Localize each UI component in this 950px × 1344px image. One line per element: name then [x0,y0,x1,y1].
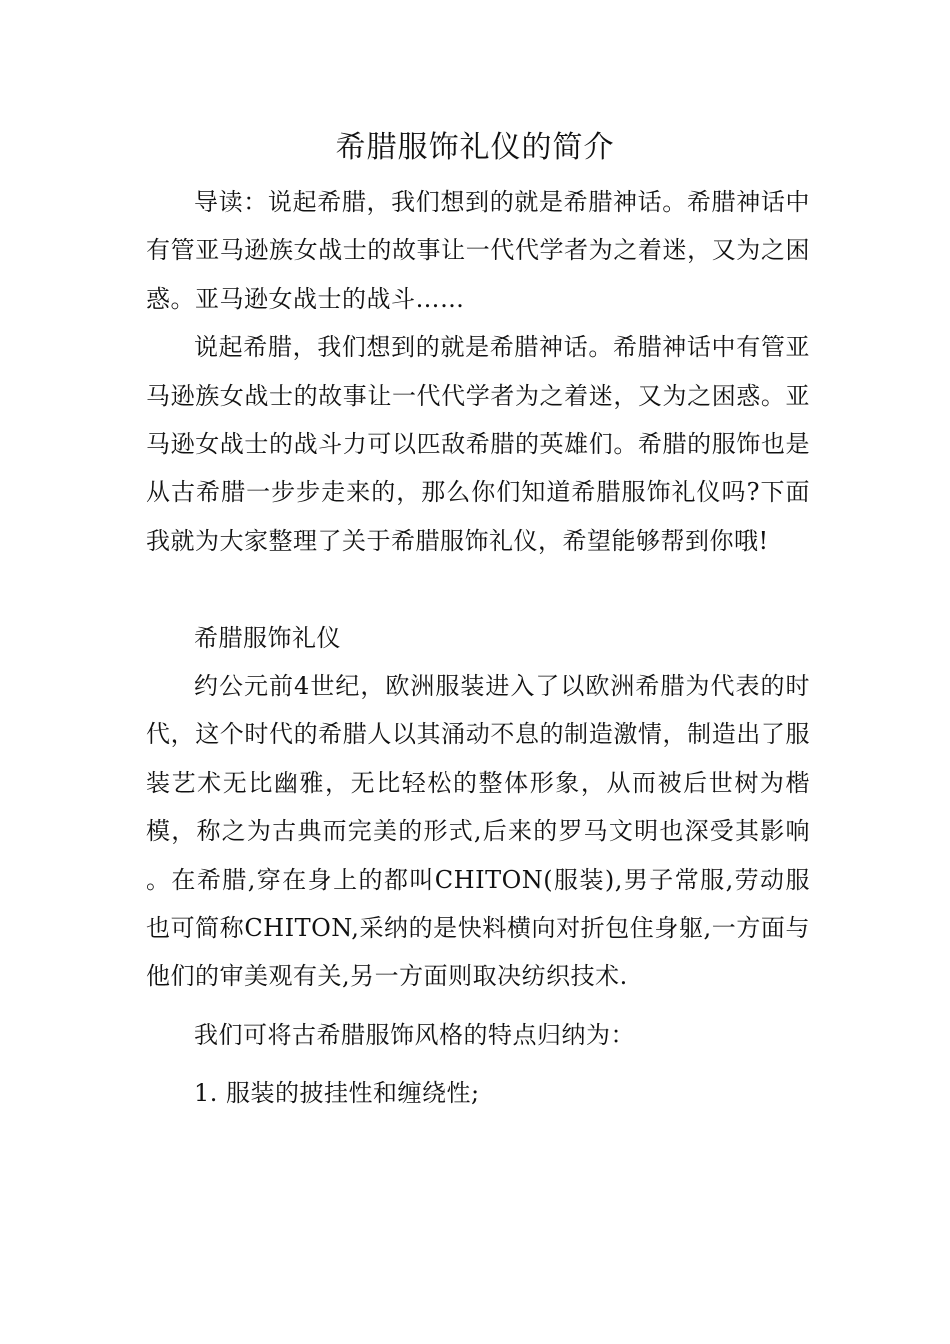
body-paragraph: 说起希腊，我们想到的就是希腊神话。希腊神话中有管亚马逊族女战士的故事让一代代学者为之着迷，又为之困惑。亚马逊女战士的战斗力可以匹敌希腊的英雄们。希腊的服饰也是从古希腊一步步走来的，那么你们知道希腊服饰礼仪吗?下面我就为大家整理了关于希腊服饰礼仪，希望能够帮到你哦! [146,333,810,555]
intro-paragraph: 导读：说起希腊，我们想到的就是希腊神话。希腊神话中有管亚马逊族女战士的故事让一代代学者为之着迷，又为之困惑。亚马逊女战士的战斗…… [146,188,810,313]
body-paragraph: 约公元前4世纪，欧洲服装进入了以欧洲希腊为代表的时代，这个时代的希腊人以其涌动不息的制造激情，制造出了服装艺术无比幽雅，无比轻松的整体形象，从而被后世树为楷模，称之为古典而完美的形式,后来的罗马文明也深受其影响 。在希腊,穿在身上的都叫CHITON(服装),男子常服,劳动服也可简称CHITON,采纳的是快料横向对折包住身躯,一方面与他们的审美观有关,另一方面则取决纺织技术. [146,672,810,991]
document-title: 希腊服饰礼仪的简介 [335,130,615,165]
list-item: 1. 服装的披挂性和缠绕性; [194,1079,480,1108]
document-body [146,178,810,1118]
paragraph-gap [146,1001,810,1011]
body-paragraph: 我们可将古希腊服饰风格的特点归纳为： [194,1020,635,1049]
paragraph-gap [146,1059,810,1069]
blank-line [146,565,810,613]
section-heading: 希腊服饰礼仪 [194,623,341,652]
